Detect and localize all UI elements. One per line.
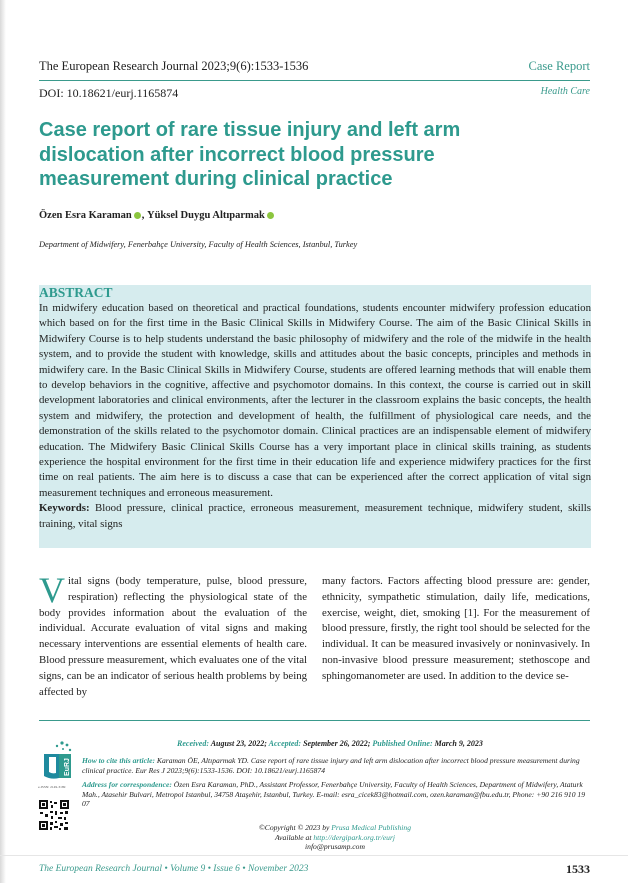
author-name[interactable]: Yüksel Duygu Altıparmak <box>147 210 265 221</box>
footer-divider <box>39 720 590 721</box>
available-prefix: Available at <box>274 832 314 842</box>
publisher-link[interactable]: Prusa Medical Publishing <box>331 823 412 832</box>
correspondence-block <box>82 780 592 809</box>
citation-block <box>82 756 592 775</box>
affiliation: Department of Midwifery, Fenerbahçe University, Faculty of Health Sciences, Istanbul, Turkey <box>39 240 358 249</box>
copyright-block <box>245 823 425 852</box>
journal-url-link[interactable]: http://dergipark.org.tr/eurj <box>313 832 396 842</box>
accepted-date: September 26, 2022; <box>301 739 371 748</box>
citation-text: Karaman ÖE, Altıparmak YD. Case report of rare tissue injury and left arm dislocation after incorrect blood pressure measurement during clinical practice. Eur Res J 2023;9(6):1533-1536. DOI: 10.18621/eurj.1165874 <box>82 756 580 775</box>
published-date: March 9, 2023 <box>432 739 483 748</box>
body-text-left: ital signs (body temperature, pulse, blood pressure, respiration) reflecting the physiological state of the body provides information about the evaluation of the individual. Accurate evaluation of vital signs and making necessary interventions are essential elements of health care. Blood pressure measurement, which evaluates one of the vital signs, can be an indicator of serious health problems by being affected by <box>39 575 307 698</box>
abstract-body <box>39 301 591 532</box>
article-dates <box>177 739 483 748</box>
abstract-heading: ABSTRACT <box>39 285 113 300</box>
eurj-logo-icon <box>40 740 74 784</box>
keywords-text: Blood pressure, clinical practice, erroneous measurement, measurement technique, midwifery student, skills training, vital signs <box>39 502 591 530</box>
abstract-text: In midwifery education based on theoretical and practical foundations, students encounter midwifery profession education which based on for the first time in the Basic Clinical Skills in Midwifery Course. The aim of the Basic Clinical Skills in Midwifery Course is to help students understand the basic philosophy of midwifery and the role of the midwife in the health system, and to provide the student with knowledge, skills and attitudes about the basic concepts, principles and methods in midwifery care. In the Basic Clinical Skills in Midwifery Course, students are offered learning methods that will enable them to develop behaviors in the cognitive, affective and psychomotor domains. In this context, the course is carried out in skill development laboratories and clinical environments, after the lecturer in the classroom explains the basic concepts, the health system and midwifery, the protection and development of health, the fulfillment of physiological care needs, and the demonstration of the skills related to the psychomotor domain. Clinical practices are an indispensable element of midwifery education. The Midwifery Basic Clinical Skills Course has a very important place in clinical skills training, as students experience the hospital environment for the first time in their education life and experience midwifery practices for the first time on real patients. The aim here is to discuss a case that can be experienced after the correct application of vital sign measurement techniques and erroneous measurement. <box>39 302 591 499</box>
journal-header: The European Research Journal 2023;9(6):1533-1536 <box>39 59 309 73</box>
keywords-label: Keywords: <box>39 502 90 515</box>
article-title: Case report of rare tissue injury and left arm dislocation after incorrect blood pressure measurement during clinical practice <box>39 119 461 190</box>
citation-label: How to cite this article: <box>82 756 155 765</box>
correspondence-label: Address for correspondence: <box>82 780 172 789</box>
author-separator: , <box>141 210 147 221</box>
author-name[interactable]: Özen Esra Karaman <box>39 210 132 221</box>
orcid-icon[interactable] <box>267 212 274 219</box>
page-footer: The European Research Journal • Volume 9 • Issue 6 • November 2023 <box>39 864 309 874</box>
correspondence-text: Özen Esra Karaman, PhD., Assistant Professor, Fenerbahçe University, Faculty of Health Sciences, Department of Midwifery, Ataturk Mah., Atasehir Bulvari, Metropol Istanbul, 34758 Ataşehir, Istanbul, Turkey. E-mail: esra_cicek83@hotmail.com, ozen.karaman@fbu.edu.tr, Phone: +90 216 910 19 07 <box>82 780 586 808</box>
body-column-left <box>39 570 307 700</box>
logo-text: EuRJ <box>64 758 71 776</box>
orcid-icon[interactable] <box>134 212 141 219</box>
copyright-prefix: ©Copyright © 2023 by <box>258 823 332 832</box>
qr-code-graphic <box>38 799 70 831</box>
article-field: Health Care <box>540 86 590 97</box>
received-label: Received: <box>177 739 209 748</box>
qr-code-icon[interactable] <box>38 799 70 831</box>
doi[interactable]: DOI: 10.18621/eurj.1165874 <box>39 86 179 100</box>
header-divider <box>39 80 590 81</box>
page-number: 1533 <box>566 862 590 876</box>
eurj-logo <box>40 740 74 784</box>
page-edge-shadow <box>0 0 6 883</box>
received-date: August 23, 2022; <box>208 739 267 748</box>
published-label: Published Online: <box>370 739 433 748</box>
publisher-email-link[interactable]: info@prusamp.com <box>305 842 365 851</box>
author-list <box>39 210 275 221</box>
article-type: Case Report <box>528 59 590 73</box>
accepted-label: Accepted: <box>266 739 302 748</box>
page-footer-rule <box>0 855 628 856</box>
body-column-right: many factors. Factors affecting blood pressure are: gender, ethnicity, sympathetic stimulation, daily life, medications, exercise, weight, diet, smoking [1]. For the measurement of blood pressure, firstly, the right tool should be selected for the individual. It can be measured invasively or noninvasively. In non-invasive blood pressure measurement; stethoscope and sphingomanometer are used. In addition to the device se- <box>322 575 590 682</box>
drop-cap: V <box>39 570 65 610</box>
issn: e-ISSN: 2149-3189 <box>38 785 66 789</box>
